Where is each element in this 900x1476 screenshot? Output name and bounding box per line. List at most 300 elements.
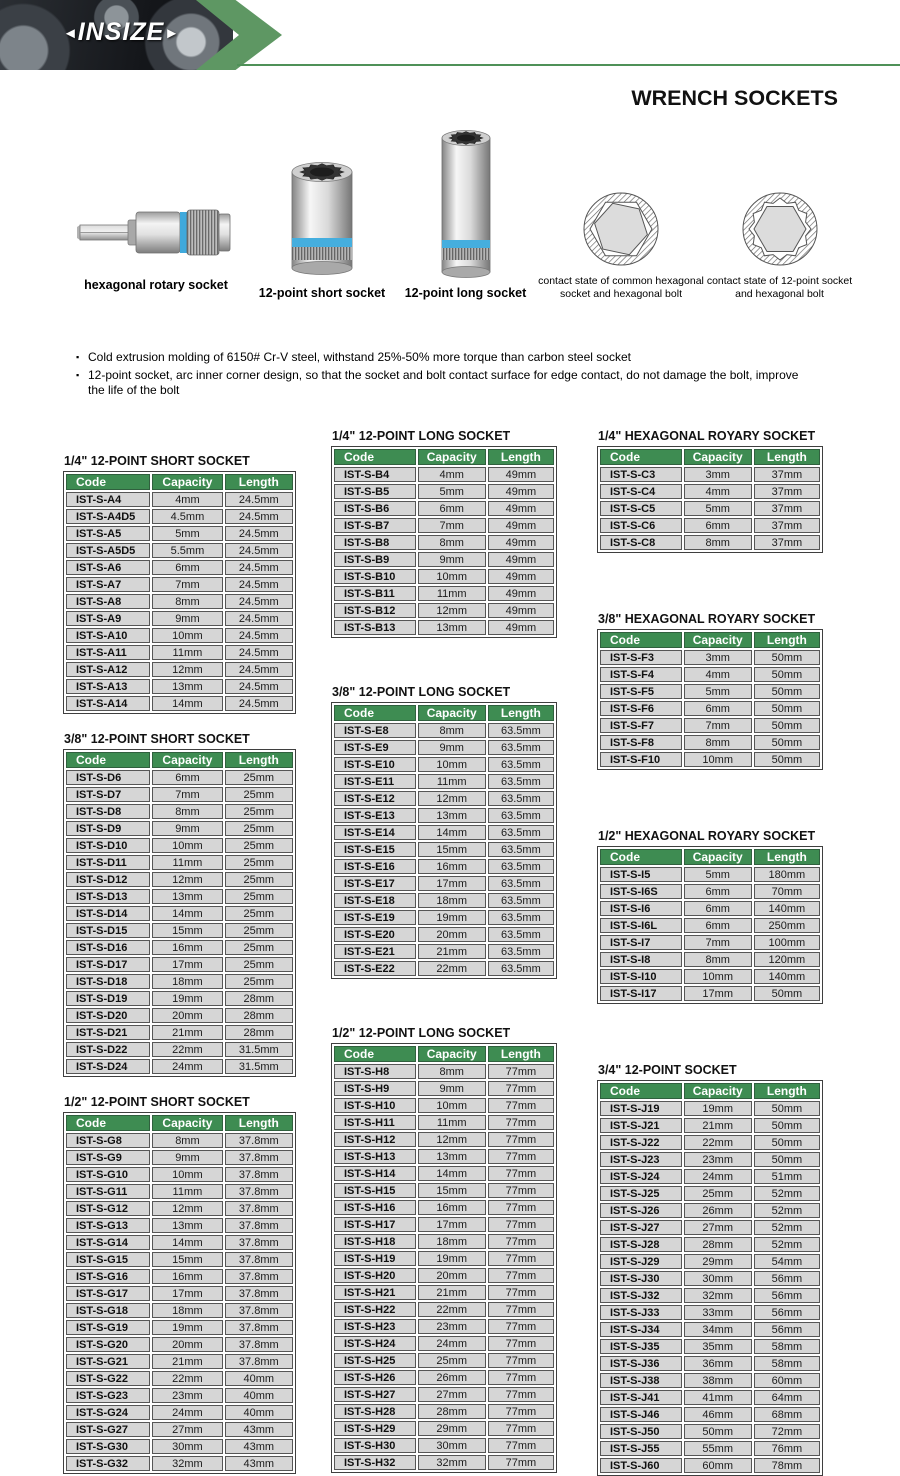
table-row [334,535,554,550]
cell-capacity: 18mm [152,974,222,989]
cell-code: IST-S-G8 [66,1133,150,1148]
cell-code: IST-S-B13 [334,620,416,635]
cell-capacity: 14mm [152,1235,222,1250]
table-row [334,467,554,482]
table-row [334,1404,554,1419]
figure-caption: 12-point long socket [404,286,527,300]
table-row [600,667,820,682]
table-row [600,918,820,933]
table-header-row [600,1083,820,1099]
column-header-length: Length [488,705,554,721]
cell-length: 49mm [488,501,554,516]
cell-length: 77mm [488,1302,554,1317]
table-row [66,1025,293,1040]
table-row [334,1149,554,1164]
column-header-length: Length [754,849,820,865]
cell-length: 28mm [225,991,293,1006]
cell-code: IST-S-H21 [334,1285,416,1300]
table-row [334,1234,554,1249]
cell-length: 54mm [754,1254,820,1269]
cell-length: 68mm [754,1407,820,1422]
table-row [66,628,293,643]
cell-length: 63.5mm [488,961,554,976]
table-row [66,838,293,853]
cell-capacity: 19mm [152,1320,222,1335]
column-header-capacity: Capacity [152,1115,222,1131]
table-row [600,1169,820,1184]
cell-capacity: 15mm [418,842,486,857]
figure-12-point-short-socket [252,160,392,300]
cell-length: 25mm [225,940,293,955]
table-title: 1/4" HEXAGONAL ROYARY SOCKET [598,429,816,443]
cell-length: 37.8mm [225,1235,293,1250]
cell-code: IST-S-B12 [334,603,416,618]
table-row [600,1424,820,1439]
table-row [66,1252,293,1267]
table-row [66,1422,293,1437]
cell-capacity: 24mm [152,1059,222,1074]
cell-length: 77mm [488,1285,554,1300]
cell-capacity: 27mm [418,1387,486,1402]
cell-length: 77mm [488,1183,554,1198]
table-row [66,1388,293,1403]
spec-table [597,1080,823,1476]
cell-length: 37.8mm [225,1184,293,1199]
cell-code: IST-S-A10 [66,628,150,643]
cell-code: IST-S-G16 [66,1269,150,1284]
cell-code: IST-S-D18 [66,974,150,989]
cell-code: IST-S-D22 [66,1042,150,1057]
cell-length: 63.5mm [488,808,554,823]
table-section [63,733,296,1077]
cell-capacity: 25mm [418,1353,486,1368]
cell-code: IST-S-G13 [66,1218,150,1233]
cell-code: IST-S-A4D5 [66,509,150,524]
bullet-icon: ▪ [76,369,80,380]
table-row [66,855,293,870]
cell-code: IST-S-H8 [334,1064,416,1079]
cell-code: IST-S-A13 [66,679,150,694]
table-row [334,501,554,516]
table-row [334,791,554,806]
table-row [600,484,820,499]
cell-length: 52mm [754,1203,820,1218]
cell-capacity: 16mm [418,859,486,874]
table-row [334,1200,554,1215]
table-row [66,1133,293,1148]
table-row [334,1353,554,1368]
cell-length: 37.8mm [225,1303,293,1318]
insize-logo [36,18,206,47]
cell-length: 63.5mm [488,944,554,959]
cell-capacity: 28mm [418,1404,486,1419]
table-row [600,1237,820,1252]
cell-code: IST-S-I8 [600,952,682,967]
cell-length: 37mm [754,467,820,482]
cell-length: 24.5mm [225,645,293,660]
cell-capacity: 5mm [684,684,752,699]
column-header-code: Code [66,1115,150,1131]
cell-code: IST-S-J32 [600,1288,682,1303]
cell-capacity: 28mm [684,1237,752,1252]
cell-capacity: 10mm [684,752,752,767]
cell-capacity: 19mm [152,991,222,1006]
table-row [334,1166,554,1181]
cell-capacity: 4mm [152,492,222,507]
table-row [66,1150,293,1165]
cell-capacity: 29mm [684,1254,752,1269]
cell-capacity: 22mm [418,961,486,976]
cell-length: 58mm [754,1339,820,1354]
cell-code: IST-S-J21 [600,1118,682,1133]
cell-code: IST-S-G9 [66,1150,150,1165]
spec-table [63,471,296,714]
table-row [66,1059,293,1074]
column-header-capacity: Capacity [418,1046,486,1062]
table-row [334,1285,554,1300]
table-row [600,701,820,716]
cell-length: 140mm [754,969,820,984]
cell-length: 24.5mm [225,679,293,694]
cell-length: 24.5mm [225,543,293,558]
table-row [334,757,554,772]
table-row [600,1203,820,1218]
cell-length: 40mm [225,1405,293,1420]
cell-code: IST-S-B11 [334,586,416,601]
table-row [334,484,554,499]
cell-length: 77mm [488,1064,554,1079]
cell-capacity: 14mm [418,825,486,840]
cell-capacity: 15mm [152,1252,222,1267]
table-row [600,501,820,516]
table-row [334,1115,554,1130]
figure-caption: hexagonal rotary socket [84,278,228,292]
table-row [66,1008,293,1023]
cell-length: 64mm [754,1390,820,1405]
table-header-row [600,849,820,865]
cell-capacity: 6mm [684,518,752,533]
cell-length: 50mm [754,752,820,767]
table-section [597,430,823,553]
cell-length: 76mm [754,1441,820,1456]
table-row [66,974,293,989]
cell-capacity: 8mm [418,1064,486,1079]
table-header-row [334,705,554,721]
column-header-code: Code [334,705,416,721]
spec-table [597,446,823,553]
cell-capacity: 5mm [684,867,752,882]
cell-length: 24.5mm [225,560,293,575]
cell-length: 37.8mm [225,1167,293,1182]
cell-length: 50mm [754,650,820,665]
cell-code: IST-S-B6 [334,501,416,516]
cell-code: IST-S-D15 [66,923,150,938]
cell-code: IST-S-G23 [66,1388,150,1403]
table-row [66,804,293,819]
column-header-code: Code [600,449,682,465]
cell-length: 43mm [225,1422,293,1437]
table-row [600,1390,820,1405]
column-header-code: Code [66,752,150,768]
table-row [66,1371,293,1386]
cell-capacity: 10mm [418,1098,486,1113]
cell-length: 63.5mm [488,757,554,772]
figure-caption: contact state of common hexagonal socket and hexagonal bolt [538,275,704,300]
cell-length: 77mm [488,1404,554,1419]
cell-code: IST-S-A6 [66,560,150,575]
cell-code: IST-S-H10 [334,1098,416,1113]
cell-length: 25mm [225,889,293,904]
table-row [600,718,820,733]
table-row [66,1354,293,1369]
table-row [600,1441,820,1456]
cell-capacity: 21mm [418,1285,486,1300]
cell-capacity: 14mm [152,696,222,711]
cell-capacity: 24mm [152,1405,222,1420]
table-row [66,526,293,541]
cell-length: 37mm [754,501,820,516]
cell-capacity: 10mm [152,1167,222,1182]
green-rule [237,64,900,66]
cell-length: 37.8mm [225,1286,293,1301]
cell-capacity: 12mm [152,662,222,677]
cell-capacity: 35mm [684,1339,752,1354]
cell-code: IST-S-D6 [66,770,150,785]
cell-capacity: 13mm [418,808,486,823]
cell-code: IST-S-C8 [600,535,682,550]
cell-code: IST-S-D9 [66,821,150,836]
cell-code: IST-S-J27 [600,1220,682,1235]
cell-capacity: 22mm [418,1302,486,1317]
cell-code: IST-S-A8 [66,594,150,609]
cell-code: IST-S-J33 [600,1305,682,1320]
cell-length: 77mm [488,1217,554,1232]
cell-length: 24.5mm [225,492,293,507]
cell-code: IST-S-E20 [334,927,416,942]
feature-list [76,350,800,401]
table-title: 1/4" 12-POINT LONG SOCKET [332,429,511,443]
cell-length: 37mm [754,518,820,533]
table-title: 1/2" 12-POINT LONG SOCKET [332,1026,511,1040]
cell-code: IST-S-H14 [334,1166,416,1181]
cell-code: IST-S-J34 [600,1322,682,1337]
table-row [66,492,293,507]
column-header-capacity: Capacity [152,474,222,490]
cell-length: 49mm [488,518,554,533]
cell-length: 50mm [754,735,820,750]
cell-capacity: 10mm [684,969,752,984]
cell-code: IST-S-J41 [600,1390,682,1405]
cell-code: IST-S-H27 [334,1387,416,1402]
cell-code: IST-S-D12 [66,872,150,887]
cell-length: 31.5mm [225,1042,293,1057]
cell-code: IST-S-J55 [600,1441,682,1456]
tables-column-middle [331,430,557,1476]
cell-code: IST-S-B5 [334,484,416,499]
table-row [334,586,554,601]
cell-length: 250mm [754,918,820,933]
cell-length: 100mm [754,935,820,950]
cell-capacity: 9mm [418,552,486,567]
hexagonal-rotary-socket-image [76,187,236,272]
table-row [334,1183,554,1198]
cell-capacity: 23mm [152,1388,222,1403]
cell-length: 24.5mm [225,577,293,592]
table-row [66,872,293,887]
cell-length: 24.5mm [225,696,293,711]
table-row [334,961,554,976]
cell-code: IST-S-F4 [600,667,682,682]
table-row [334,1081,554,1096]
cell-length: 25mm [225,923,293,938]
cell-length: 50mm [754,701,820,716]
cell-capacity: 30mm [152,1439,222,1454]
cell-capacity: 18mm [418,1234,486,1249]
table-row [66,645,293,660]
cell-capacity: 4mm [418,467,486,482]
figure-caption: 12-point short socket [258,286,386,300]
cell-capacity: 8mm [418,535,486,550]
table-row [334,620,554,635]
header-photo [0,0,233,70]
column-header-code: Code [334,1046,416,1062]
table-row [600,1356,820,1371]
cell-code: IST-S-G10 [66,1167,150,1182]
cell-length: 25mm [225,855,293,870]
table-row [334,1319,554,1334]
table-row [600,735,820,750]
cell-length: 72mm [754,1424,820,1439]
cell-length: 37.8mm [225,1269,293,1284]
cell-code: IST-S-H17 [334,1217,416,1232]
cell-length: 25mm [225,804,293,819]
table-row [334,1421,554,1436]
cell-length: 52mm [754,1220,820,1235]
table-row [600,1254,820,1269]
cell-code: IST-S-E18 [334,893,416,908]
cell-length: 52mm [754,1186,820,1201]
cell-capacity: 6mm [684,701,752,716]
table-row [66,594,293,609]
12-point-long-socket-image [434,128,498,280]
table-row [600,1373,820,1388]
column-header-capacity: Capacity [152,752,222,768]
cell-code: IST-S-D21 [66,1025,150,1040]
column-header-code: Code [600,1083,682,1099]
table-row [600,1118,820,1133]
cell-capacity: 13mm [418,620,486,635]
cell-code: IST-S-G18 [66,1303,150,1318]
cell-capacity: 20mm [418,927,486,942]
cell-code: IST-S-G20 [66,1337,150,1352]
table-row [334,723,554,738]
cell-code: IST-S-E9 [334,740,416,755]
cell-capacity: 17mm [418,1217,486,1232]
table-section [331,686,557,979]
table-row [66,770,293,785]
column-header-capacity: Capacity [684,1083,752,1099]
cell-code: IST-S-D20 [66,1008,150,1023]
cell-length: 49mm [488,620,554,635]
cell-capacity: 19mm [418,910,486,925]
feature-text: Cold extrusion molding of 6150# Cr-V steel, withstand 25%-50% more torque than carbon steel socket [88,350,631,364]
cell-length: 50mm [754,1118,820,1133]
table-row [600,467,820,482]
left-arrow-icon: ◄ [62,25,78,42]
column-header-length: Length [225,474,293,490]
table-row [66,1269,293,1284]
cell-code: IST-S-G15 [66,1252,150,1267]
table-section [63,1096,296,1474]
cell-code: IST-S-E16 [334,859,416,874]
table-row [600,935,820,950]
cell-length: 77mm [488,1336,554,1351]
cell-code: IST-S-E8 [334,723,416,738]
cell-length: 77mm [488,1268,554,1283]
table-row [66,940,293,955]
cell-length: 63.5mm [488,740,554,755]
cell-code: IST-S-E11 [334,774,416,789]
cell-capacity: 22mm [684,1135,752,1150]
column-header-length: Length [225,752,293,768]
table-section [597,613,823,770]
cell-code: IST-S-E19 [334,910,416,925]
column-header-capacity: Capacity [418,449,486,465]
table-section [597,830,823,1004]
table-header-row [600,449,820,465]
cell-code: IST-S-A4 [66,492,150,507]
cell-code: IST-S-D17 [66,957,150,972]
cell-length: 63.5mm [488,893,554,908]
table-row [334,569,554,584]
cell-capacity: 24mm [418,1336,486,1351]
table-row [334,808,554,823]
cell-capacity: 12mm [418,1132,486,1147]
cell-code: IST-S-H16 [334,1200,416,1215]
cell-length: 77mm [488,1115,554,1130]
cell-length: 25mm [225,974,293,989]
table-row [600,1186,820,1201]
table-row [334,927,554,942]
table-row [600,1271,820,1286]
cell-length: 77mm [488,1200,554,1215]
table-row [334,1098,554,1113]
cell-code: IST-S-H11 [334,1115,416,1130]
table-row [66,662,293,677]
cell-code: IST-S-G14 [66,1235,150,1250]
table-row [66,1167,293,1182]
cell-length: 63.5mm [488,723,554,738]
cell-capacity: 25mm [684,1186,752,1201]
cell-length: 49mm [488,569,554,584]
cell-capacity: 21mm [152,1025,222,1040]
table-row [66,1337,293,1352]
cell-length: 63.5mm [488,825,554,840]
table-row [334,1387,554,1402]
cell-capacity: 11mm [418,774,486,789]
cell-capacity: 22mm [152,1042,222,1057]
cell-code: IST-S-H29 [334,1421,416,1436]
cell-length: 49mm [488,552,554,567]
cell-capacity: 12mm [152,1201,222,1216]
cell-capacity: 11mm [418,1115,486,1130]
table-section [331,430,557,638]
tables-column-left [63,430,296,1476]
cell-capacity: 9mm [152,821,222,836]
cell-length: 77mm [488,1438,554,1453]
cell-capacity: 50mm [684,1424,752,1439]
cell-capacity: 27mm [684,1220,752,1235]
